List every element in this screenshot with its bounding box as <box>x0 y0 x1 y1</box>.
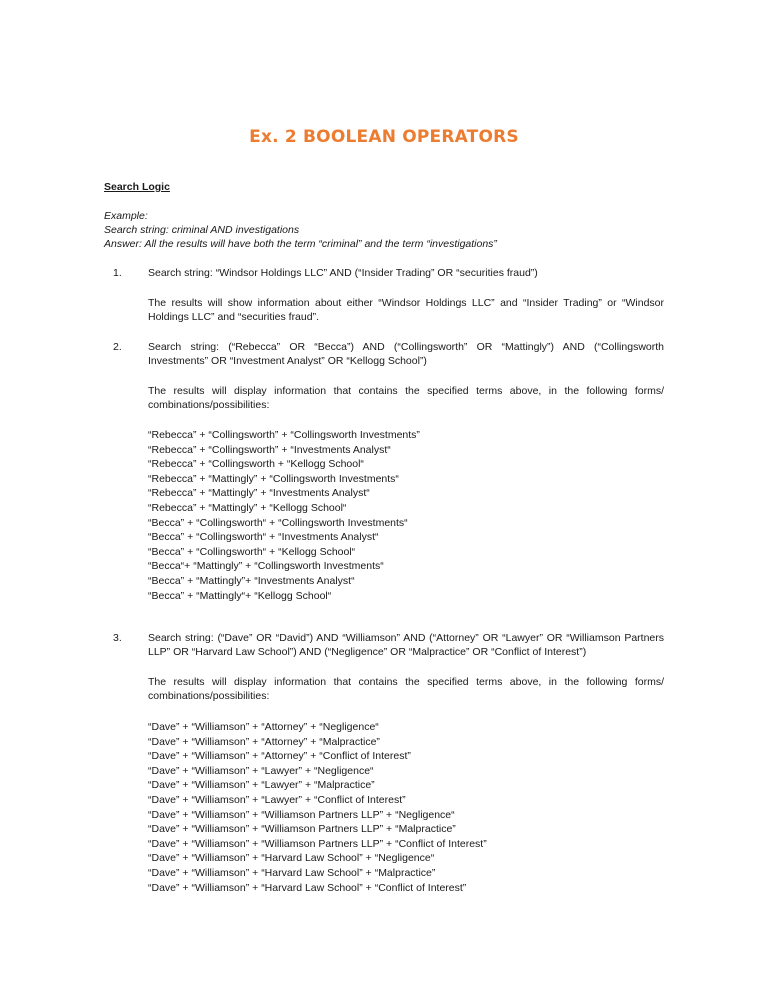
combination-line: “Becca” + “Collingsworth“ + “Investments Analyst“ <box>148 531 379 544</box>
item-result <box>148 296 664 324</box>
example-answer: Answer: All the results will have both the term “criminal” and the term “investigations” <box>104 238 497 250</box>
item-number: 3. <box>113 632 122 644</box>
combination-line: “Dave” + “Williamson” + “Attorney” + “Negligence“ <box>148 721 379 733</box>
document-title: Ex. 2 BOOLEAN OPERATORS <box>249 127 519 147</box>
combination-line: “Dave” + “Williamson” + “Harvard Law School” + “Malpractice” <box>148 866 436 879</box>
combination-line: “Dave” + “Williamson” + “Williamson Partners LLP” + “Malpractice” <box>148 823 456 836</box>
combination-block <box>148 428 664 603</box>
item-body <box>148 266 664 280</box>
example-label: Example: <box>104 210 148 222</box>
example-block <box>104 209 664 251</box>
combination-line: “Rebecca” + “Mattingly” + “Investments Analyst“ <box>148 487 370 500</box>
search-string: Search string: (“Rebecca” OR “Becca”) AND (“Collingsworth” OR “Mattingly”) AND (“Collingsworth Investments” OR “Investment Analyst” OR “Kellogg School”) <box>148 341 664 367</box>
search-string: Search string: “Windsor Holdings LLC” AND (“Insider Trading” OR “securities fraud”) <box>148 267 538 279</box>
combination-line: “Dave” + “Williamson” + “Williamson Partners LLP” + “Negligence“ <box>148 808 455 821</box>
combination-block <box>148 720 664 895</box>
combination-line: “Rebecca” + “Collingsworth” + “Collingsworth Investments” <box>148 429 420 441</box>
combination-list <box>148 720 664 895</box>
item-result <box>148 384 664 412</box>
combination-line: “Rebecca” + “Mattingly” + “Kellogg School“ <box>148 501 347 514</box>
section-heading: Search Logic <box>104 181 170 193</box>
item-number: 2. <box>113 341 122 353</box>
combination-line: “Dave” + “Williamson” + “Lawyer” + “Malpractice” <box>148 779 375 792</box>
combination-line: “Rebecca” + “Mattingly” + “Collingsworth Investments“ <box>148 472 399 485</box>
combination-line: “Dave” + “Williamson” + “Williamson Partners LLP” + “Conflict of Interest” <box>148 837 487 850</box>
combination-line: “Dave” + “Williamson” + “Harvard Law School” + “Conflict of Interest” <box>148 881 467 894</box>
combination-list <box>148 428 664 603</box>
item-number: 1. <box>113 267 122 279</box>
combination-line: “Becca” + “Mattingly“+ “Kellogg School“ <box>148 589 332 602</box>
result-text: The results will show information about either “Windsor Holdings LLC” and “Insider Trading” or “Windsor Holdings LLC” and “securities fraud”. <box>148 297 664 323</box>
item-result <box>148 675 664 703</box>
example-search-string: Search string: criminal AND investigations <box>104 224 300 236</box>
combination-line: “Rebecca” + “Collingsworth + “Kellogg School“ <box>148 458 364 471</box>
combination-line: “Becca” + “Mattingly”+ “Investments Analyst“ <box>148 574 355 587</box>
combination-line: “Dave” + “Williamson” + “Harvard Law School” + “Negligence“ <box>148 852 435 865</box>
combination-line: “Dave” + “Williamson” + “Attorney” + “Malpractice” <box>148 735 380 748</box>
combination-line: “Becca” + “Collingsworth“ + “Collingsworth Investments“ <box>148 516 408 529</box>
combination-line: “Dave” + “Williamson” + “Attorney” + “Conflict of Interest” <box>148 750 411 763</box>
combination-line: “Dave” + “Williamson” + “Lawyer” + “Negligence“ <box>148 764 374 777</box>
combination-line: “Dave” + “Williamson” + “Lawyer” + “Conflict of Interest” <box>148 793 406 806</box>
item-body <box>148 631 664 659</box>
item-body <box>148 340 664 368</box>
combination-line: “Becca” + “Collingsworth“ + “Kellogg School“ <box>148 545 356 558</box>
result-text: The results will display information that contains the specified terms above, in the following forms/ combinations/possibilities: <box>148 385 664 411</box>
combination-line: “Becca“+ “Mattingly” + “Collingsworth Investments“ <box>148 560 384 573</box>
result-text: The results will display information that contains the specified terms above, in the following forms/ combinations/possibilities: <box>148 676 664 702</box>
combination-line: “Rebecca” + “Collingsworth” + “Investments Analyst“ <box>148 443 391 456</box>
search-string: Search string: (“Dave” OR “David”) AND “Williamson” AND (“Attorney” OR “Lawyer” OR “Williamson Partners LLP” OR “Harvard Law School”) AND (“Negligence” OR “Malpractice” OR “Conflict of Interest”) <box>148 632 664 658</box>
